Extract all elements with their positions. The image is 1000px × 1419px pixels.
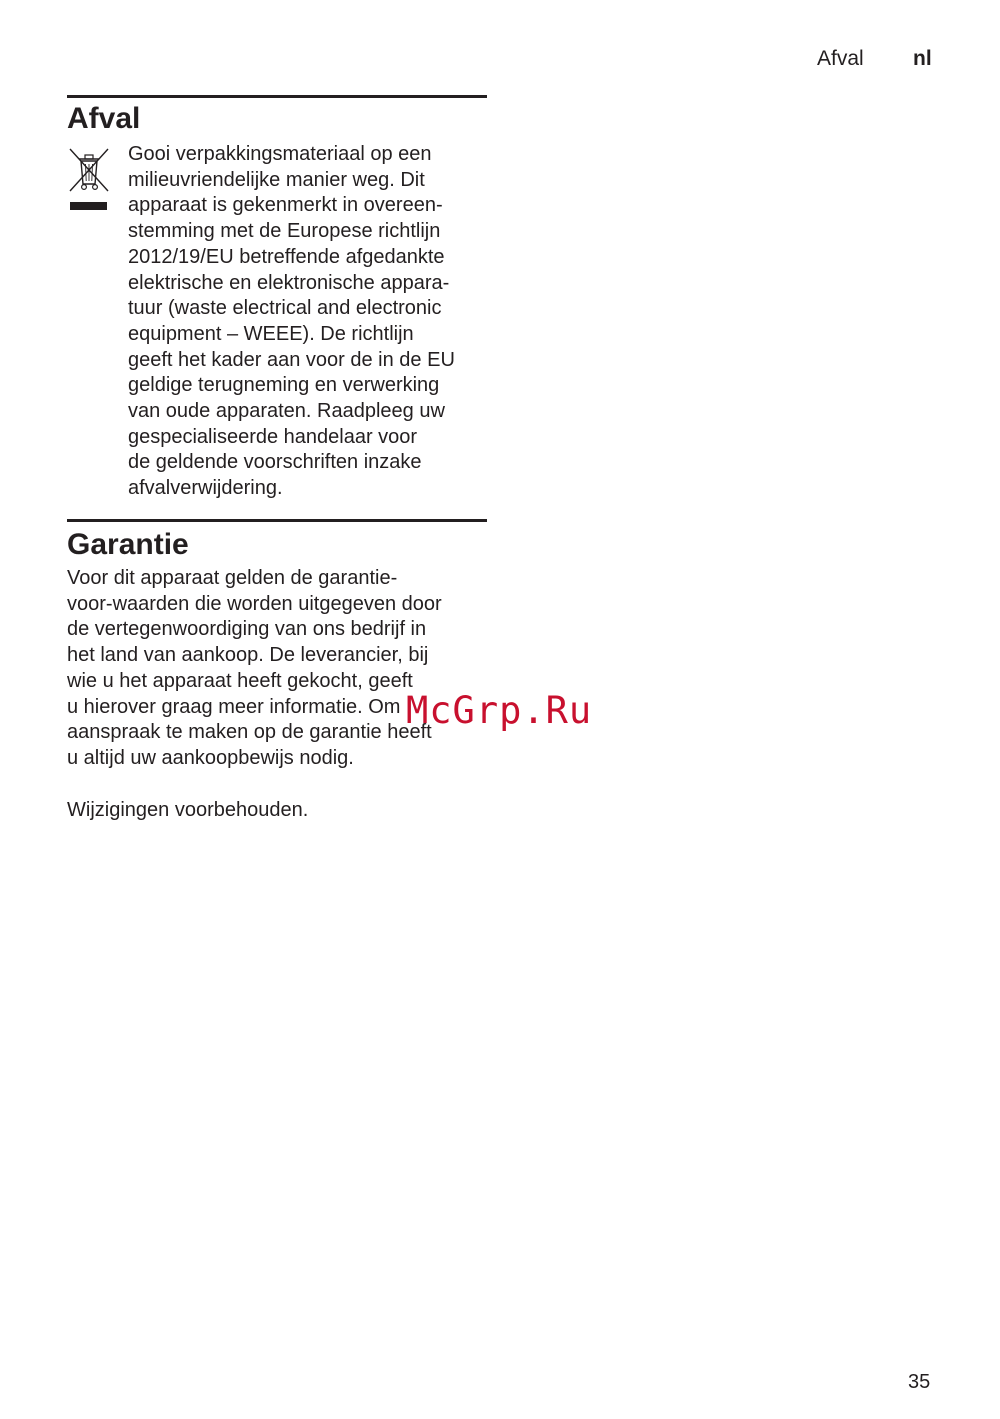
weee-crossed-bin-icon xyxy=(67,146,111,212)
running-header-section: Afval xyxy=(817,47,864,70)
garantie-divider xyxy=(67,519,487,522)
footnote: Wijzigingen voorbehouden. xyxy=(67,799,309,821)
page-number: 35 xyxy=(908,1371,931,1393)
garantie-heading: Garantie xyxy=(67,528,189,561)
running-header-language: nl xyxy=(913,47,932,70)
watermark: McGrp.Ru xyxy=(406,689,593,732)
afval-divider xyxy=(67,95,487,98)
afval-heading: Afval xyxy=(67,102,141,135)
garantie-text: Voor dit apparaat gelden de garantie- voor-waarden die worden uitgegeven door de vertegenwoordiging van ons bedrijf in het land van aankoop. De leverancier, bij wie u het apparaat heeft gekocht, geeft u hierover graag meer informatie. Om aanspraak te maken op de garantie heeft u altijd uw aankoopbewijs nodig. xyxy=(67,567,442,769)
afval-text: Gooi verpakkingsmateriaal op een milieuvriendelijke manier weg. Dit apparaat is gekenmerkt in overeen- stemming met de Europese richtlijn 2012/19/EU betreffende afgedankte elektrische en elektronische appara- tuur (waste electrical and electronic equipment – WEEE). De richtlijn geeft het kader aan voor de in de EU geldige terugneming en verwerking van oude apparaten. Raadpleeg uw gespecialiseerde handelaar voor de geldende voorschriften inzake afvalverwijdering. xyxy=(128,143,455,500)
